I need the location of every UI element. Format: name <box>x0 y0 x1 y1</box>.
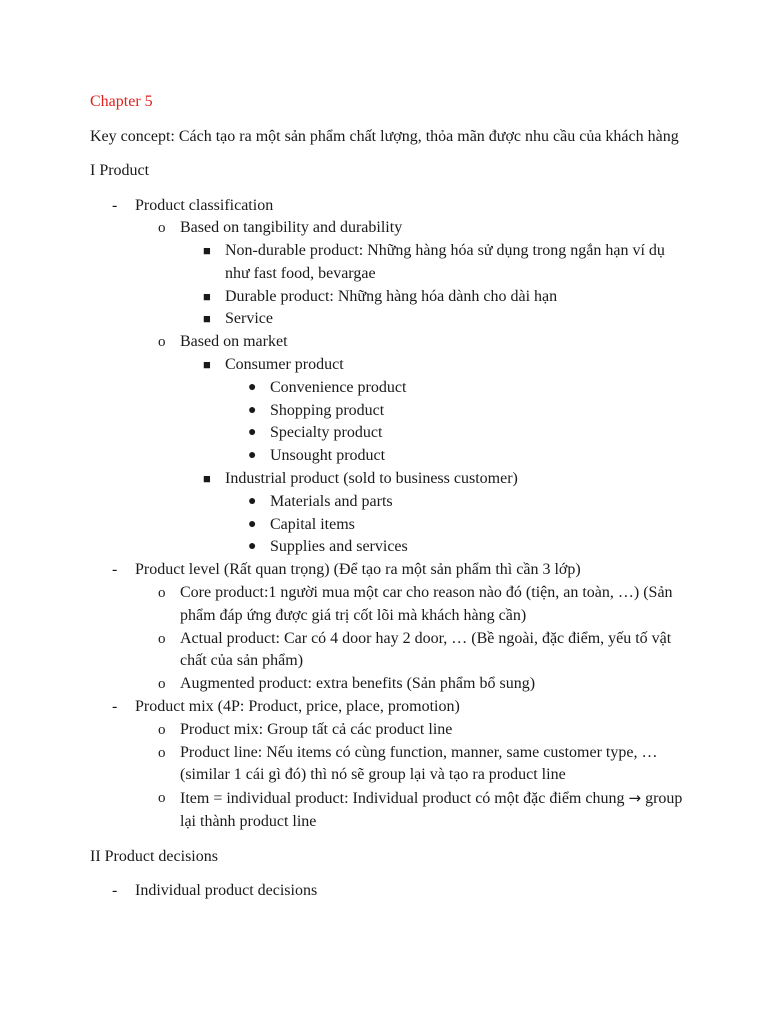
list-item <box>90 331 690 354</box>
list-item <box>90 354 690 377</box>
list-item-text: Augmented product: extra benefits (Sản phẩm bổ sung) <box>180 675 536 693</box>
circle-bullet: o <box>158 790 166 807</box>
section-heading-product: I Product <box>90 162 150 179</box>
chapter-title: Chapter 5 <box>90 93 153 110</box>
list-item <box>90 880 690 903</box>
list-item-text: Product classification <box>135 196 274 214</box>
dot-bullet: ● <box>248 448 257 464</box>
list-item <box>90 240 690 286</box>
list-item-text: Unsought product <box>270 447 386 465</box>
list-item-text: Specialty product <box>270 424 383 442</box>
list-item <box>90 491 690 514</box>
list-item-text: Convenience product <box>270 378 407 396</box>
list-item-text: Service <box>225 310 273 328</box>
list-item <box>90 422 690 445</box>
list-item <box>90 536 690 559</box>
dot-bullet: ● <box>248 516 257 532</box>
dot-bullet: ● <box>248 539 257 555</box>
list-item <box>90 673 690 696</box>
dash-bullet: - <box>112 698 118 716</box>
list-item-text: Industrial product (sold to business customer) <box>225 470 518 488</box>
list-item <box>90 468 690 491</box>
list-item <box>90 308 690 331</box>
list-item-text: Shopping product <box>270 401 385 419</box>
arrow-right-icon: → <box>628 789 642 808</box>
list-item <box>90 742 690 788</box>
list-item <box>90 582 690 628</box>
dash-bullet: - <box>112 561 118 579</box>
circle-bullet: o <box>158 220 166 237</box>
dot-bullet: ● <box>248 493 257 509</box>
dash-bullet: - <box>112 882 118 900</box>
list-item <box>90 286 690 309</box>
list-item-text: Capital items <box>270 515 355 533</box>
circle-bullet: o <box>158 676 166 693</box>
list-item-text: Item = individual product: Individual product có một đặc điểm chung <box>180 790 625 808</box>
list-item <box>90 514 690 537</box>
circle-bullet: o <box>158 744 166 761</box>
square-bullet: ■ <box>203 471 211 487</box>
circle-bullet: o <box>158 585 166 602</box>
key-concept: Key concept: Cách tạo ra một sản phẩm chất lượng, thỏa mãn được nhu cầu của khách hàng <box>90 127 679 145</box>
circle-bullet: o <box>158 721 166 738</box>
dash-bullet: - <box>112 196 118 214</box>
list-item <box>90 696 690 719</box>
dot-bullet: ● <box>248 425 257 441</box>
section-heading-product-decisions: II Product decisions <box>90 847 218 865</box>
document-page <box>90 91 690 903</box>
square-bullet: ■ <box>203 357 211 373</box>
list-item-text: group lại thành product line <box>180 790 683 831</box>
list-item <box>90 559 690 582</box>
list-item-text: Consumer product <box>225 356 344 374</box>
list-item <box>90 400 690 423</box>
list-item <box>90 195 690 218</box>
list-item-text: Individual product decisions <box>135 882 318 900</box>
circle-bullet: o <box>158 334 166 351</box>
square-bullet: ■ <box>203 243 211 259</box>
list-item-text: Product line: Nếu items có cùng function, manner, same customer type, … (similar 1 cái gì đó) thì nó sẽ group lại và tạo ra product line <box>180 743 658 784</box>
list-item-text: Supplies and services <box>270 538 408 556</box>
dot-bullet: ● <box>248 402 257 418</box>
square-bullet: ■ <box>203 288 211 304</box>
list-item-text: Durable product: Những hàng hóa dành cho dài hạn <box>225 287 558 305</box>
list-item <box>90 445 690 468</box>
list-item-text: Actual product: Car có 4 door hay 2 door, … (Bề ngoài, đặc điểm, yếu tố vật chất của sản phẩm) <box>180 629 672 670</box>
list-item-text: Based on market <box>180 333 288 351</box>
list-item <box>90 377 690 400</box>
list-item-text: Based on tangibility and durability <box>180 219 403 237</box>
list-item <box>90 628 690 674</box>
list-item <box>90 217 690 240</box>
square-bullet: ■ <box>203 311 211 327</box>
dot-bullet: ● <box>248 379 257 395</box>
list-item-text: Product level (Rất quan trọng) (Để tạo ra một sản phẩm thì cần 3 lớp) <box>135 561 581 579</box>
list-item <box>90 787 690 834</box>
list-item-text: Non-durable product: Những hàng hóa sử dụng trong ngắn hạn ví dụ như fast food, bevargae <box>225 242 665 282</box>
list-item-text: Product mix (4P: Product, price, place, promotion) <box>135 698 460 716</box>
list-item <box>90 719 690 742</box>
circle-bullet: o <box>158 630 166 647</box>
list-item-text: Core product:1 người mua một car cho reason nào đó (tiện, an toàn, …) (Sản phẩm đáp ứng được giá trị cốt lõi mà khách hàng cần) <box>180 584 673 624</box>
list-item-text: Materials and parts <box>270 492 393 510</box>
list-item-text: Product mix: Group tất cả các product line <box>180 720 453 738</box>
